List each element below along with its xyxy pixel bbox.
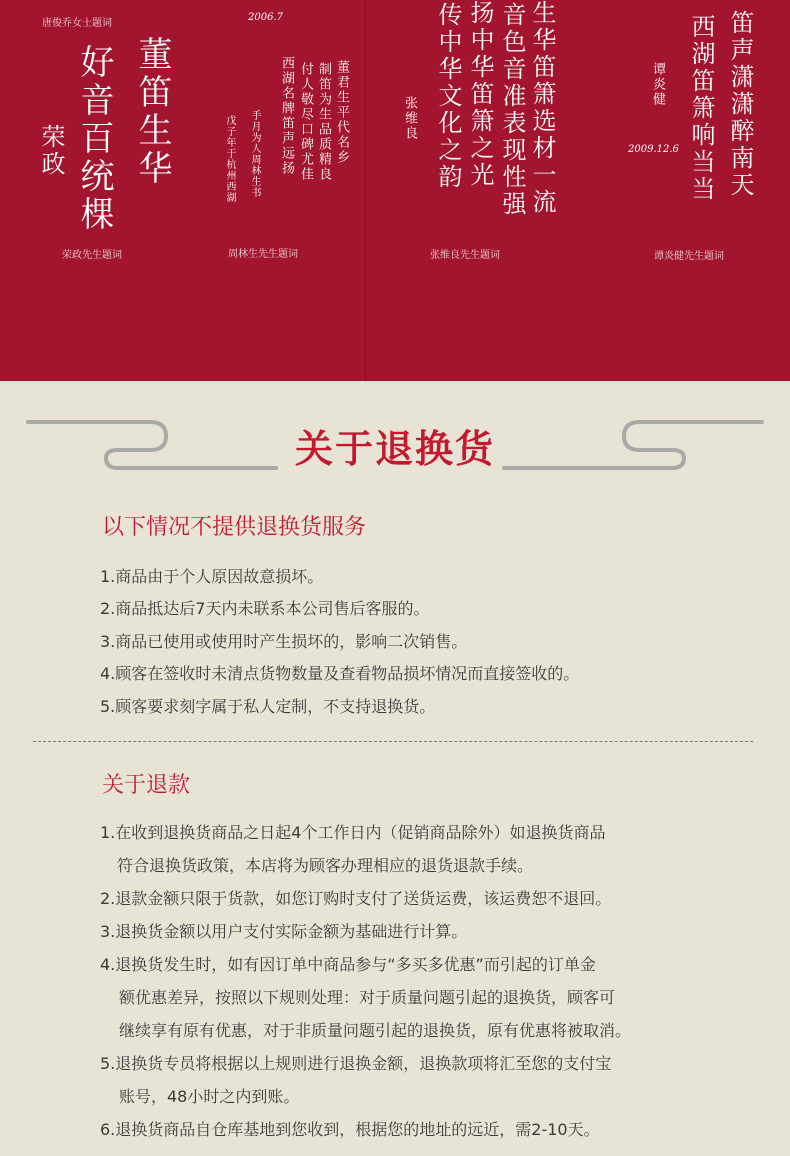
calligraphy-line: 传中华文化之韵 — [434, 2, 462, 191]
inscription-date-5: 2009.12.6 — [628, 144, 679, 155]
calligraphy-line: 付人敬尽口碑尤佳 — [298, 62, 313, 182]
inscription-caption-2: 荣政先生题词 — [62, 250, 122, 261]
section-heading-no-service: 以下情况不提供退换货服务 — [102, 515, 367, 540]
list-item: 1.在收到退换货商品之日起4个工作日内（促销商品除外）如退换货商品 — [100, 823, 606, 842]
section-divider — [33, 741, 753, 742]
calligraphy-banner — [0, 0, 790, 381]
calligraphy-line: 音色音准表现性强 — [498, 2, 526, 218]
section-heading-refund: 关于退款 — [102, 773, 191, 798]
calligraphy-signature: 谭炎健 — [650, 62, 665, 107]
list-item: 5.顾客要求刻字属于私人定制，不支持退换货。 — [100, 697, 436, 716]
inscription-caption-3: 周林生先生题词 — [228, 249, 298, 260]
list-item: 4.退换货发生时，如有因订单中商品参与“多买多优惠”而引起的订单金 — [100, 955, 596, 974]
calligraphy-line: 生华笛箫选材一流 — [528, 0, 556, 216]
list-item-continuation: 账号，48小时之内到账。 — [119, 1087, 300, 1106]
list-item: 2.商品抵达后7天内未联系本公司售后客服的。 — [100, 599, 430, 618]
list-item: 1.商品由于个人原因故意损坏。 — [100, 567, 324, 586]
list-item-continuation: 额优惠差异，按照以下规则处理：对于质量问题引起的退换货，顾客可 — [119, 988, 616, 1007]
list-item: 3.退换货金额以用户支付实际金额为基础进行计算。 — [100, 922, 468, 941]
calligraphy-signature: 张维良 — [402, 96, 417, 141]
calligraphy-line: 制笛为生品质精良 — [316, 62, 331, 182]
list-item-continuation: 符合退换货政策，本店将为顾客办理相应的退货退款手续。 — [117, 856, 534, 875]
inscription-caption-5: 谭炎健先生题词 — [654, 251, 724, 262]
calligraphy-line: 笛声潇潇醉南天 — [726, 10, 754, 199]
calligraphy-line: 董笛生华 — [132, 36, 172, 188]
list-item: 5.退换货专员将根据以上规则进行退换金额，退换款项将汇至您的支付宝 — [100, 1054, 612, 1073]
list-item: 3.商品已使用或使用时产生损坏的，影响二次销售。 — [100, 632, 468, 651]
inscription-caption-1: 唐俊乔女士题词 — [42, 18, 112, 29]
calligraphy-line: 西湖名牌笛声远扬 — [279, 56, 294, 176]
calligraphy-signature: 荣政 — [37, 124, 65, 178]
calligraphy-line: 好音百统棵 — [74, 44, 114, 234]
calligraphy-line: 戊子年于杭州西湖 — [224, 115, 235, 203]
list-item: 6.退换货商品自仓库基地到您收到，根据您的地址的远近，需2-10天。 — [100, 1120, 600, 1139]
calligraphy-line: 手月为人周林生书 — [249, 110, 260, 198]
list-item: 2.退款金额只限于货款，如您订购时支付了送货运费，该运费恕不退回。 — [100, 889, 612, 908]
calligraphy-line: 西湖笛箫响当当 — [687, 14, 715, 203]
page-title: 关于退换货 — [294, 427, 495, 471]
banner-divider — [365, 0, 366, 381]
list-item: 4.顾客在签收时未清点货物数量及查看物品损坏情况而直接签收的。 — [100, 664, 580, 683]
inscription-date-1: 2006.7 — [248, 12, 283, 23]
list-item-continuation: 继续享有原有优惠，对于非质量问题引起的退换货，原有优惠将被取消。 — [119, 1021, 632, 1040]
calligraphy-line: 董君生平代名乡 — [334, 60, 349, 165]
inscription-caption-4: 张维良先生题词 — [430, 250, 500, 261]
calligraphy-line: 扬中华笛箫之光 — [466, 0, 494, 189]
